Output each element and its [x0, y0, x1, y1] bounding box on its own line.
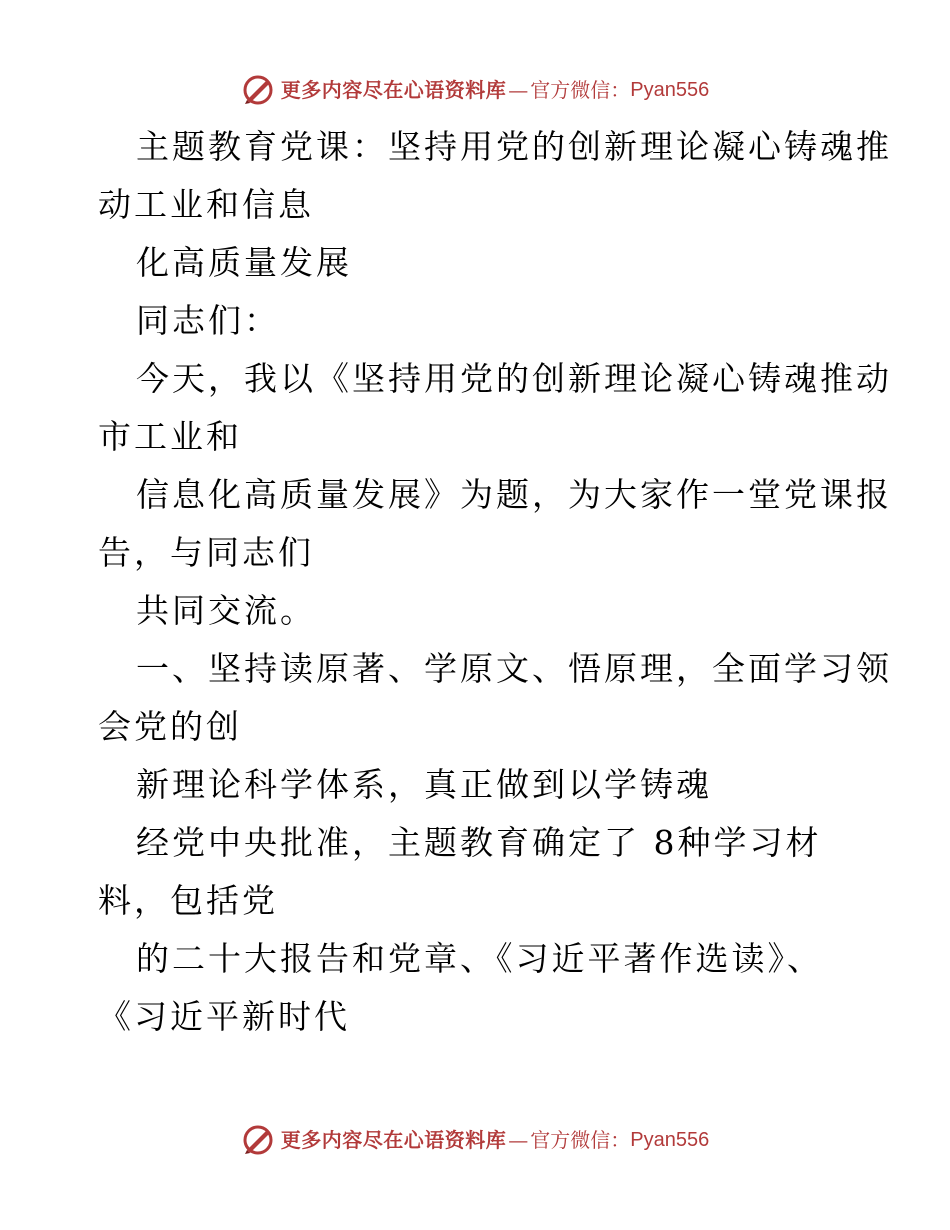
- pen-logo-icon: [241, 73, 275, 107]
- footer-banner-separator: —: [508, 1128, 529, 1152]
- header-banner: [0, 70, 950, 110]
- document-line: 告，与同志们: [98, 533, 314, 572]
- document-line: 会党的创: [98, 707, 242, 746]
- document-line: 一、坚持读原著、学原文、悟原理，全面学习领: [136, 649, 892, 688]
- header-banner-id: Pyan556: [630, 79, 710, 101]
- header-banner-text: [281, 70, 709, 110]
- footer-banner-sub: 官方微信：: [530, 1128, 631, 1152]
- document-line: 的二十大报告和党章、《习近平著作选读》、: [136, 939, 823, 978]
- document-line: 信息化高质量发展》为题，为大家作一堂党课报: [136, 475, 892, 514]
- footer-banner: [0, 1120, 950, 1160]
- document-line: 化高质量发展: [136, 243, 352, 282]
- document-line: 动工业和信息: [98, 185, 314, 224]
- document-line: 共同交流。: [136, 591, 316, 630]
- header-banner-main: 更多内容尽在心语资料库: [280, 78, 507, 102]
- document-line: 新理论科学体系，真正做到以学铸魂: [136, 765, 712, 804]
- document-line: 料，包括党: [98, 881, 278, 920]
- document-line: 同志们：: [136, 301, 280, 340]
- footer-banner-text: [281, 1120, 709, 1160]
- document-line: 主题教育党课：坚持用党的创新理论凝心铸魂推: [136, 127, 892, 166]
- document-line: 市工业和: [98, 417, 242, 456]
- footer-banner-main: 更多内容尽在心语资料库: [280, 1128, 507, 1152]
- document-line: 《习近平新时代: [98, 997, 350, 1036]
- footer-banner-id: Pyan556: [630, 1129, 710, 1151]
- document-line: 今天，我以《坚持用党的创新理论凝心铸魂推动: [136, 359, 892, 398]
- pen-logo-icon: [241, 1123, 275, 1157]
- header-banner-separator: —: [508, 78, 529, 102]
- header-banner-sub: 官方微信：: [530, 78, 631, 102]
- document-line: 经党中央批准，主题教育确定了 8种学习材: [136, 823, 822, 862]
